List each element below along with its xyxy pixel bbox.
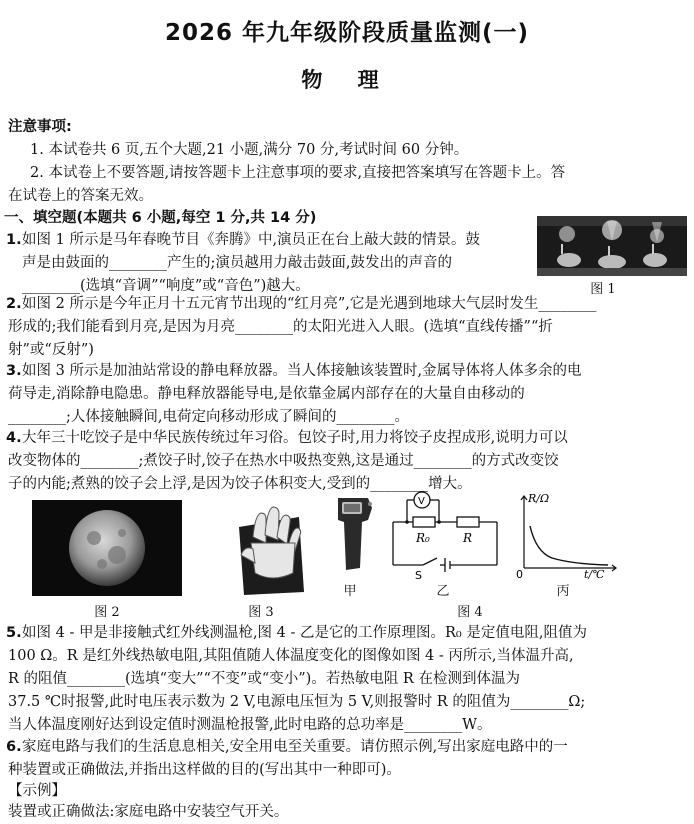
figure-4-bing-resistance-graph	[512, 490, 622, 580]
q1-line-2: 声是由鼓面的________产生的;演员越用力敲击鼓面,鼓发出的声音的	[22, 255, 452, 271]
figure-4-yi-label: 乙	[436, 584, 450, 599]
q5-line-3: R 的阻值________(选填“变大”“不变”或“变小”)。若热敏电阻 R 在检测到体温为	[8, 671, 520, 687]
graph-x-axis-label: t/℃	[584, 568, 605, 580]
q5-number: 5.	[6, 625, 22, 641]
q4-line-1: 大年三十吃饺子是中华民族传统过年习俗。包饺子时,用力将饺子皮捏成形,说明力可以	[22, 430, 568, 446]
q4-line-3: 子的内能;煮熟的饺子会上浮,是因为饺子体积变大,受到的________增大。	[8, 476, 472, 492]
note-2-cont: 在试卷上的答案无效。	[8, 188, 153, 204]
q2-line-3: 射”或“反射”)	[8, 342, 94, 358]
figure-1-drum-photo	[537, 216, 687, 276]
figure-4-jia-label: 甲	[343, 584, 357, 599]
q6-line-2: 种装置或正确做法,并指出这样做的目的(写出其中一种即可)。	[8, 762, 401, 778]
q6-line-1: 家庭电路与我们的生活息息相关,安全用电至关重要。请仿照示例,写出家庭电路中的一	[22, 739, 568, 755]
figure-4-jia-thermometer-gun	[330, 494, 380, 574]
q5-line-4: 37.5 ℃时报警,此时电压表示数为 2 V,电源电压恒为 5 V,则报警时 R 的阻值为________Ω;	[8, 694, 586, 710]
q4-line-2: 改变物体的________;煮饺子时,饺子在热水中吸热变熟,这是通过________的方式改变饺	[8, 453, 559, 469]
q4-number: 4.	[6, 430, 22, 446]
q2-line-2: 形成的;我们能看到月亮,是因为月亮________的太阳光进入人眼。(选填“直线传播”“折	[8, 319, 553, 335]
figure-2-caption: 图 2	[94, 605, 120, 620]
note-2: 2. 本试卷上不要答题,请按答题卡上注意事项的要求,直接把答案填写在答题卡上。答	[30, 165, 566, 181]
notes-heading: 注意事项:	[8, 119, 72, 135]
q1-line-3: ________(选填“音调”“响度”或“音色”)越大。	[22, 278, 310, 294]
figure-4-caption: 图 4	[457, 605, 483, 620]
q3-number: 3.	[6, 363, 22, 379]
subject-title: 物 理	[301, 68, 393, 92]
figure-4-bing-label: 丙	[556, 584, 570, 599]
q3-line-1: 如图 3 所示是加油站常设的静电释放器。当人体接触该装置时,金属导体将人体多余的电	[22, 363, 582, 379]
circuit-voltmeter-symbol: V	[418, 496, 425, 507]
figure-1-caption: 图 1	[590, 282, 616, 297]
q6-number: 6.	[6, 739, 22, 755]
circuit-r-label: R	[463, 531, 473, 545]
section-heading: 一、填空题(本题共 6 小题,每空 1 分,共 14 分)	[4, 210, 317, 226]
q5-line-1: 如图 4 - 甲是非接触式红外线测温枪,图 4 - 乙是它的工作原理图。R₀ 是定值电阻,阻值为	[22, 625, 587, 641]
q1-number: 1.	[6, 232, 22, 248]
figure-2-red-moon-photo	[32, 500, 182, 596]
q3-line-3: ________;人体接触瞬间,电荷定向移动形成了瞬间的________。	[8, 409, 409, 425]
q6-example-line: 装置或正确做法:家庭电路中安装空气开关。	[8, 804, 289, 820]
q5-line-5: 当人体温度刚好达到设定值时测温枪报警,此时电路的总功率是________W。	[8, 717, 492, 733]
graph-y-axis-label: R/Ω	[528, 492, 550, 505]
exam-title: 2026 年九年级阶段质量监测(一)	[164, 20, 530, 46]
q6-example-label: 【示例】	[8, 783, 66, 799]
figure-3-caption: 图 3	[248, 605, 274, 620]
figure-4-yi-circuit-diagram	[385, 490, 505, 580]
q2-line-1: 如图 2 所示是今年正月十五元宵节出现的“红月亮”,它是光遇到地球大气层时发生________	[22, 296, 597, 312]
q1-line-1: 如图 1 所示是马年春晚节目《奔腾》中,演员正在台上敲大鼓的情景。鼓	[22, 232, 481, 248]
q2-number: 2.	[6, 296, 22, 312]
circuit-r0-label: R₀	[416, 531, 430, 545]
figure-3-static-discharger-photo	[219, 497, 319, 597]
circuit-s-label: S	[415, 569, 422, 580]
q5-line-2: 100 Ω。R 是红外线热敏电阻,其阻值随人体温度变化的图像如图 4 - 丙所示,当体温升高,	[8, 648, 574, 664]
note-1: 1. 本试卷共 6 页,五个大题,21 小题,满分 70 分,考试时间 60 分钟。	[30, 142, 469, 158]
q3-line-2: 荷导走,消除静电隐患。静电释放器能导电,是依靠金属内部存在的大量自由移动的	[8, 386, 525, 402]
graph-origin-label: 0	[516, 568, 523, 580]
